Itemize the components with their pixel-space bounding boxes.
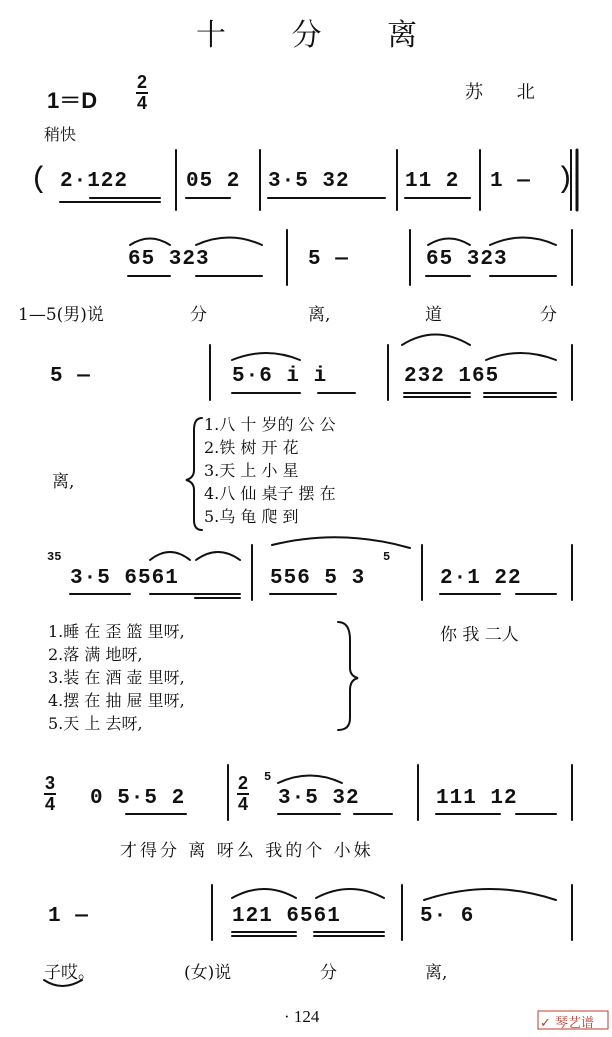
- verse-line: 1.八 十 岁的 公 公: [204, 415, 336, 434]
- slur: [196, 238, 262, 246]
- line2-lyric-1: 分: [190, 305, 207, 325]
- line5-measure-2: 3·5 32: [278, 787, 360, 810]
- meter-top: 2: [237, 773, 248, 793]
- line5-grace-note: 5: [264, 770, 272, 784]
- slur: [316, 889, 384, 898]
- slur: [278, 776, 342, 784]
- slur: [490, 238, 556, 246]
- verse-brace: [338, 622, 358, 730]
- line2-lyric-2: 离,: [308, 305, 331, 325]
- line4-measure-2: 556 5 3: [270, 567, 366, 590]
- line5-lyrics: 才得分 离 呀么 我的个 小妹: [120, 841, 374, 861]
- close-paren: ): [556, 163, 576, 197]
- line2-measure-1: 65 323: [128, 248, 210, 271]
- slur: [424, 889, 556, 900]
- verse-line: 4.摆 在 抽 屉 里呀,: [48, 691, 185, 710]
- line3-measure-3: 232 165: [404, 365, 500, 388]
- line4-lyric-after: 你 我 二人: [440, 625, 519, 645]
- verse-line: 2.铁 树 开 花: [204, 438, 299, 457]
- verse-line: 5.乌 龟 爬 到: [204, 507, 299, 526]
- line5-measure-1: 0 5·5 2: [90, 787, 186, 810]
- verse-line: 5.天 上 去呀,: [48, 714, 143, 733]
- verse-line: 2.落 满 地呀,: [48, 645, 143, 664]
- verse-line: 3.装 在 酒 壶 里呀,: [48, 668, 185, 687]
- verse-line: 1.睡 在 歪 篮 里呀,: [48, 622, 185, 641]
- meter-bottom: 4: [237, 794, 248, 814]
- slur: [232, 353, 300, 360]
- line2-measure-3: 65 323: [426, 248, 508, 271]
- meter-top: 2: [136, 72, 147, 92]
- tempo-marking: 稍快: [44, 125, 77, 144]
- line2-measure-2: 5 —: [308, 248, 349, 271]
- watermark-text: 琴艺谱: [555, 1016, 595, 1031]
- line3-lyric-start: 离,: [52, 472, 75, 492]
- meter-bottom: 4: [136, 93, 147, 113]
- line3-measure-2: 5·6 i i: [232, 365, 328, 388]
- line2-lyric-intro: 1—5(男)说: [18, 305, 104, 325]
- line6-measure-2: 121 6561: [232, 905, 341, 928]
- line5-measure-3: 111 12: [436, 787, 518, 810]
- line6-lyric-1: 子哎。: [44, 963, 95, 983]
- slur: [232, 889, 296, 898]
- line6-measure-1: 1 —: [48, 905, 89, 928]
- slur: [150, 552, 190, 560]
- line4-measure-1: 3·5 6561: [70, 567, 179, 590]
- slur: [130, 239, 170, 246]
- line2-lyric-4: 分: [540, 305, 557, 325]
- line1-measure-3: 3·5 32: [268, 170, 350, 193]
- verse-line: 4.八 仙 桌子 摆 在: [204, 484, 336, 503]
- verse-line: 3.天 上 小 星: [204, 461, 299, 480]
- key-signature: 1＝D: [47, 88, 98, 113]
- slur: [428, 239, 470, 246]
- song-title: 十 分 离: [196, 18, 446, 53]
- slur: [44, 980, 82, 986]
- line3-measure-1: 5 —: [50, 365, 91, 388]
- verse-brace: [186, 418, 202, 530]
- slur: [196, 552, 240, 560]
- line6-lyric-3: 分: [320, 963, 337, 983]
- line4-grace-note-2: 5: [383, 550, 391, 564]
- line1-measure-4: 11 2: [405, 170, 460, 193]
- line6-lyric-2: (女)说: [184, 963, 232, 983]
- meter-top: 3: [44, 773, 55, 793]
- page-number: · 124: [284, 1007, 320, 1026]
- meter-bottom: 4: [44, 794, 55, 814]
- line6-lyric-4: 离,: [425, 963, 448, 983]
- line2-lyric-3: 道: [425, 305, 442, 325]
- line1-measure-1: 2·122: [60, 170, 129, 193]
- watermark-icon: ✓: [540, 1016, 551, 1031]
- open-paren: (: [30, 163, 50, 197]
- line1-measure-2: 05 2: [186, 170, 241, 193]
- line1-measure-5: 1 —: [490, 170, 531, 193]
- slur: [272, 537, 410, 548]
- slur: [402, 335, 470, 346]
- song-origin: 苏 北: [465, 82, 549, 103]
- watermark-frame: [538, 1011, 608, 1029]
- line4-grace-note: 35: [47, 550, 62, 564]
- slur: [486, 353, 556, 360]
- line6-measure-3: 5· 6: [420, 905, 475, 928]
- line4-measure-3: 2·1 22: [440, 567, 522, 590]
